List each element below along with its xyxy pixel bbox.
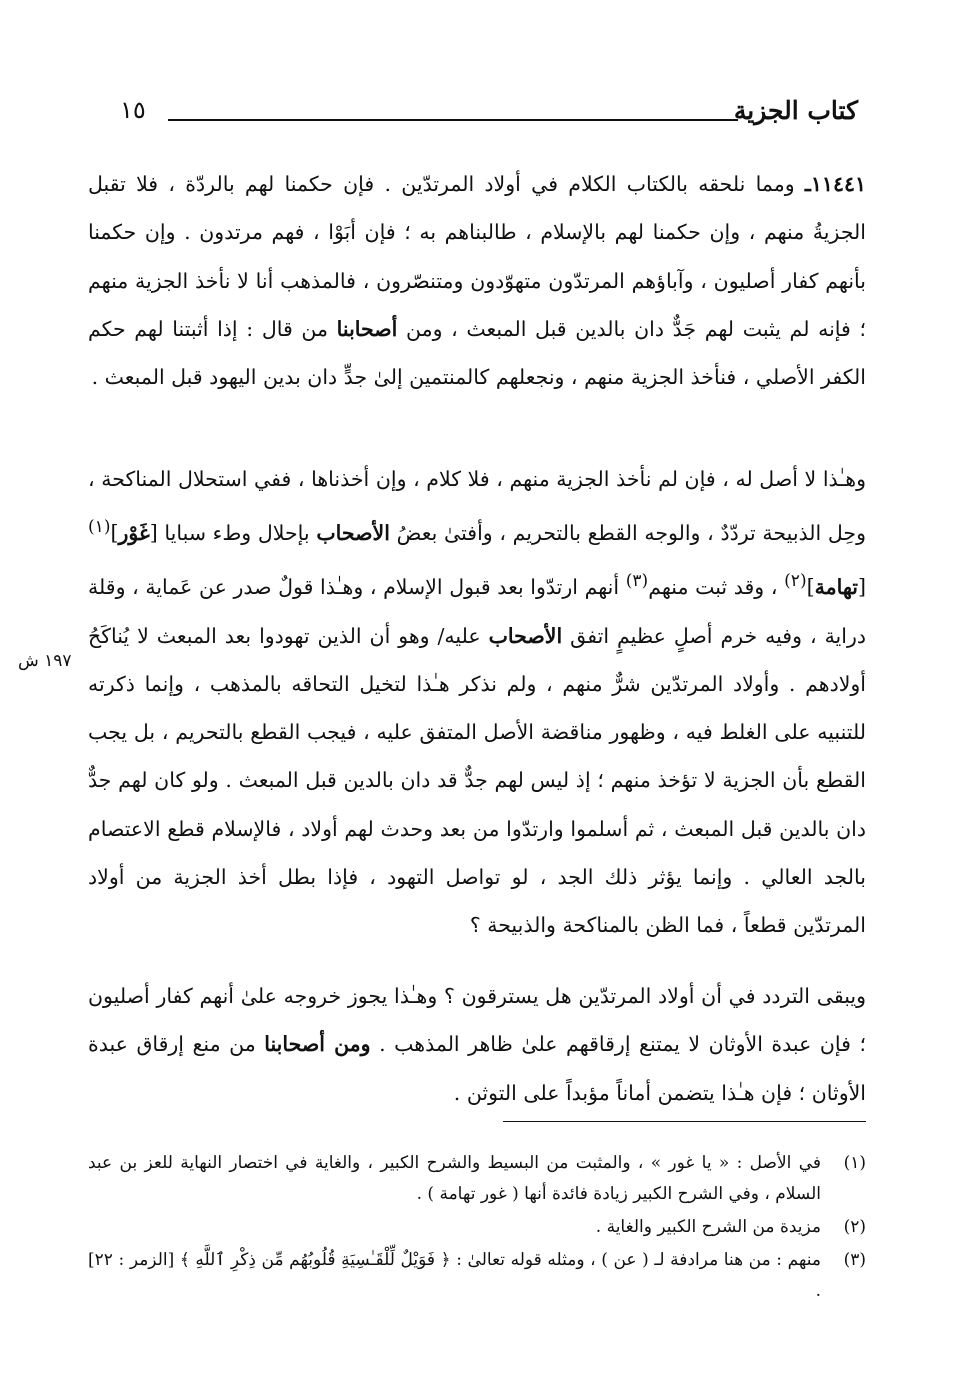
header-rule [168,119,738,121]
paragraph-text: من منع إرقاق عبدة الأوثان ؛ فإن هـٰذا يتضمن أماناً مؤبداً على التوثن . [88,1032,866,1105]
paragraph-text: ومما نلحقه بالكتاب الكلام في أولاد المرتدّين . فإن حكمنا لهم بالردّة ، فلا تقبل الجزيةُ منهم ، وإن حكمنا لهم بالإسلام ، طالبناهم به ؛ فإن أبَوْا ، فهم مرتدون . وإن حكمنا بأنهم كفار أصليون ، وآباؤهم المرتدّون متهوّدون ومتنصّرون ، فالمذهب أنا لا نأخذ الجزية منهم ؛ فإنه لم يثبت لهم جَدٌّ دان بالدين قبل المبعث ، ومن [88,172,866,341]
paragraph-text: عليه/ وهو أن الذين تهودوا بعد المبعث لا يُناكَحُ أولادهم . وأولاد المرتدّين شرٌّ منهم ، ولم نذكر هـٰذا لتخيل التحاقه بالمذهب ، وإنما ذكرته للتنبيه على الغلط فيه ، وظهور مناقضة الأصل المتفق عليه ، فيجب القطع بالتحريم ، بل يجب القطع بأن الجزية لا تؤخذ منهم ؛ إذ ليس لهم جدٌّ قد دان بالدين قبل المبعث . ولو كان لهم جدٌّ دان بالدين قبل المبعث ، ثم أسلموا وارتدّوا من بعد وحدث لهم أولاد ، فالإسلام قطع الاعتصام بالجد العالي . وإنما يؤثر ذلك الجد ، لو تواصل التهود ، فإذا بطل أخذ الجزية من أولاد المرتدّين قطعاً ، فما الظن بالمناكحة والذبيحة ؟ [88,623,866,938]
paragraph-text: ويبقى التردد في أن أولاد المرتدّين هل يسترقون ؟ وهـٰذا يجوز خروجه علىٰ أنهم كفار أصليون ؛ فإن عبدة الأوثان لا يمتنع إرقاقهم علىٰ ظاهر المذهب . [88,984,867,1057]
footnote-text: منهم : من هنا مرادفة لـ ( عن ) ، ومثله قوله تعالىٰ : ﴿ فَوَيْلٌ لِّلْقَـٰسِيَةِ قُلُوبُهُم مِّن ذِكْرِ ٱللَّهِ ﴾ [الزمر : ٢٢] . [88,1250,821,1301]
footnote-ref[interactable]: (١) [88,517,111,538]
paragraph-text: وهـٰذا لا أصل له ، فإن لم نأخذ الجزية منهم ، فلا كلام ، وإن أخذناها ، ففي استحلال المناكحة ، وحِل الذبيحة تردّدٌ ، والوجه القطع بالتحريم ، وأفتىٰ بعضُ [88,467,867,546]
bold-term: الأصحاب [316,521,390,546]
footnote-text: مزيدة من الشرح الكبير والغاية . [595,1217,821,1237]
paragraph-text: ] [806,575,815,600]
footnote-text: في الأصل : « يا غور » ، والمثبت من البسيط والشرح الكبير ، والغاية في اختصار النهاية للعز بن عبد السلام ، وفي الشرح الكبير زيادة فائدة أنها ( غور تهامة ) . [88,1153,821,1204]
bold-term: أصحابنا [336,316,398,341]
paragraph-3 [88,972,866,1117]
paragraph-text: ، وقد ثبت منهم [648,575,785,600]
bold-term: ومن أصحابنا [264,1032,371,1057]
running-title: كتاب الجزية [733,96,858,125]
paragraph-text: بإحلال وطء سبايا [ [149,521,317,546]
footnote-1 [88,1148,866,1210]
footnote-number: (٣) [843,1250,866,1270]
footnote-ref[interactable]: (٣) [625,571,649,592]
footnotes [88,1148,866,1309]
paragraph-2 [88,455,866,950]
footnote-ref[interactable]: (٢) [784,571,807,592]
page-number: ١٥ [120,96,146,124]
footnote-number: (٢) [843,1217,866,1237]
issue-number: ١١٤٤١ـ [804,172,866,196]
paragraph-text: [ [857,575,866,600]
bold-term: الأصحاب [488,623,563,648]
footnote-3 [88,1245,866,1307]
footnote-rule [503,1121,866,1122]
paragraph-text: ] [110,521,119,546]
bold-term: غَوْر [118,521,150,546]
bold-term: تهامة [814,575,858,600]
paragraph-text: أنهم ارتدّوا بعد قبول الإسلام ، وهـٰذا قولٌ صدر عن عَماية ، وقلة دراية ، وفيه خرم أصلٍ عظيمٍ اتفق [88,575,866,648]
manuscript-folio-note: ١٩٧ ش [18,651,72,671]
paragraph-1 [88,160,866,401]
paragraph-text: من قال : إذا أثبتنا لهم حكم الكفر الأصلي ، فنأخذ الجزية منهم ، ونجعلهم كالمنتمين إلىٰ جدٍّ دان بدين اليهود قبل المبعث . [88,316,866,390]
footnote-2 [88,1212,866,1243]
footnote-number: (١) [843,1153,866,1173]
